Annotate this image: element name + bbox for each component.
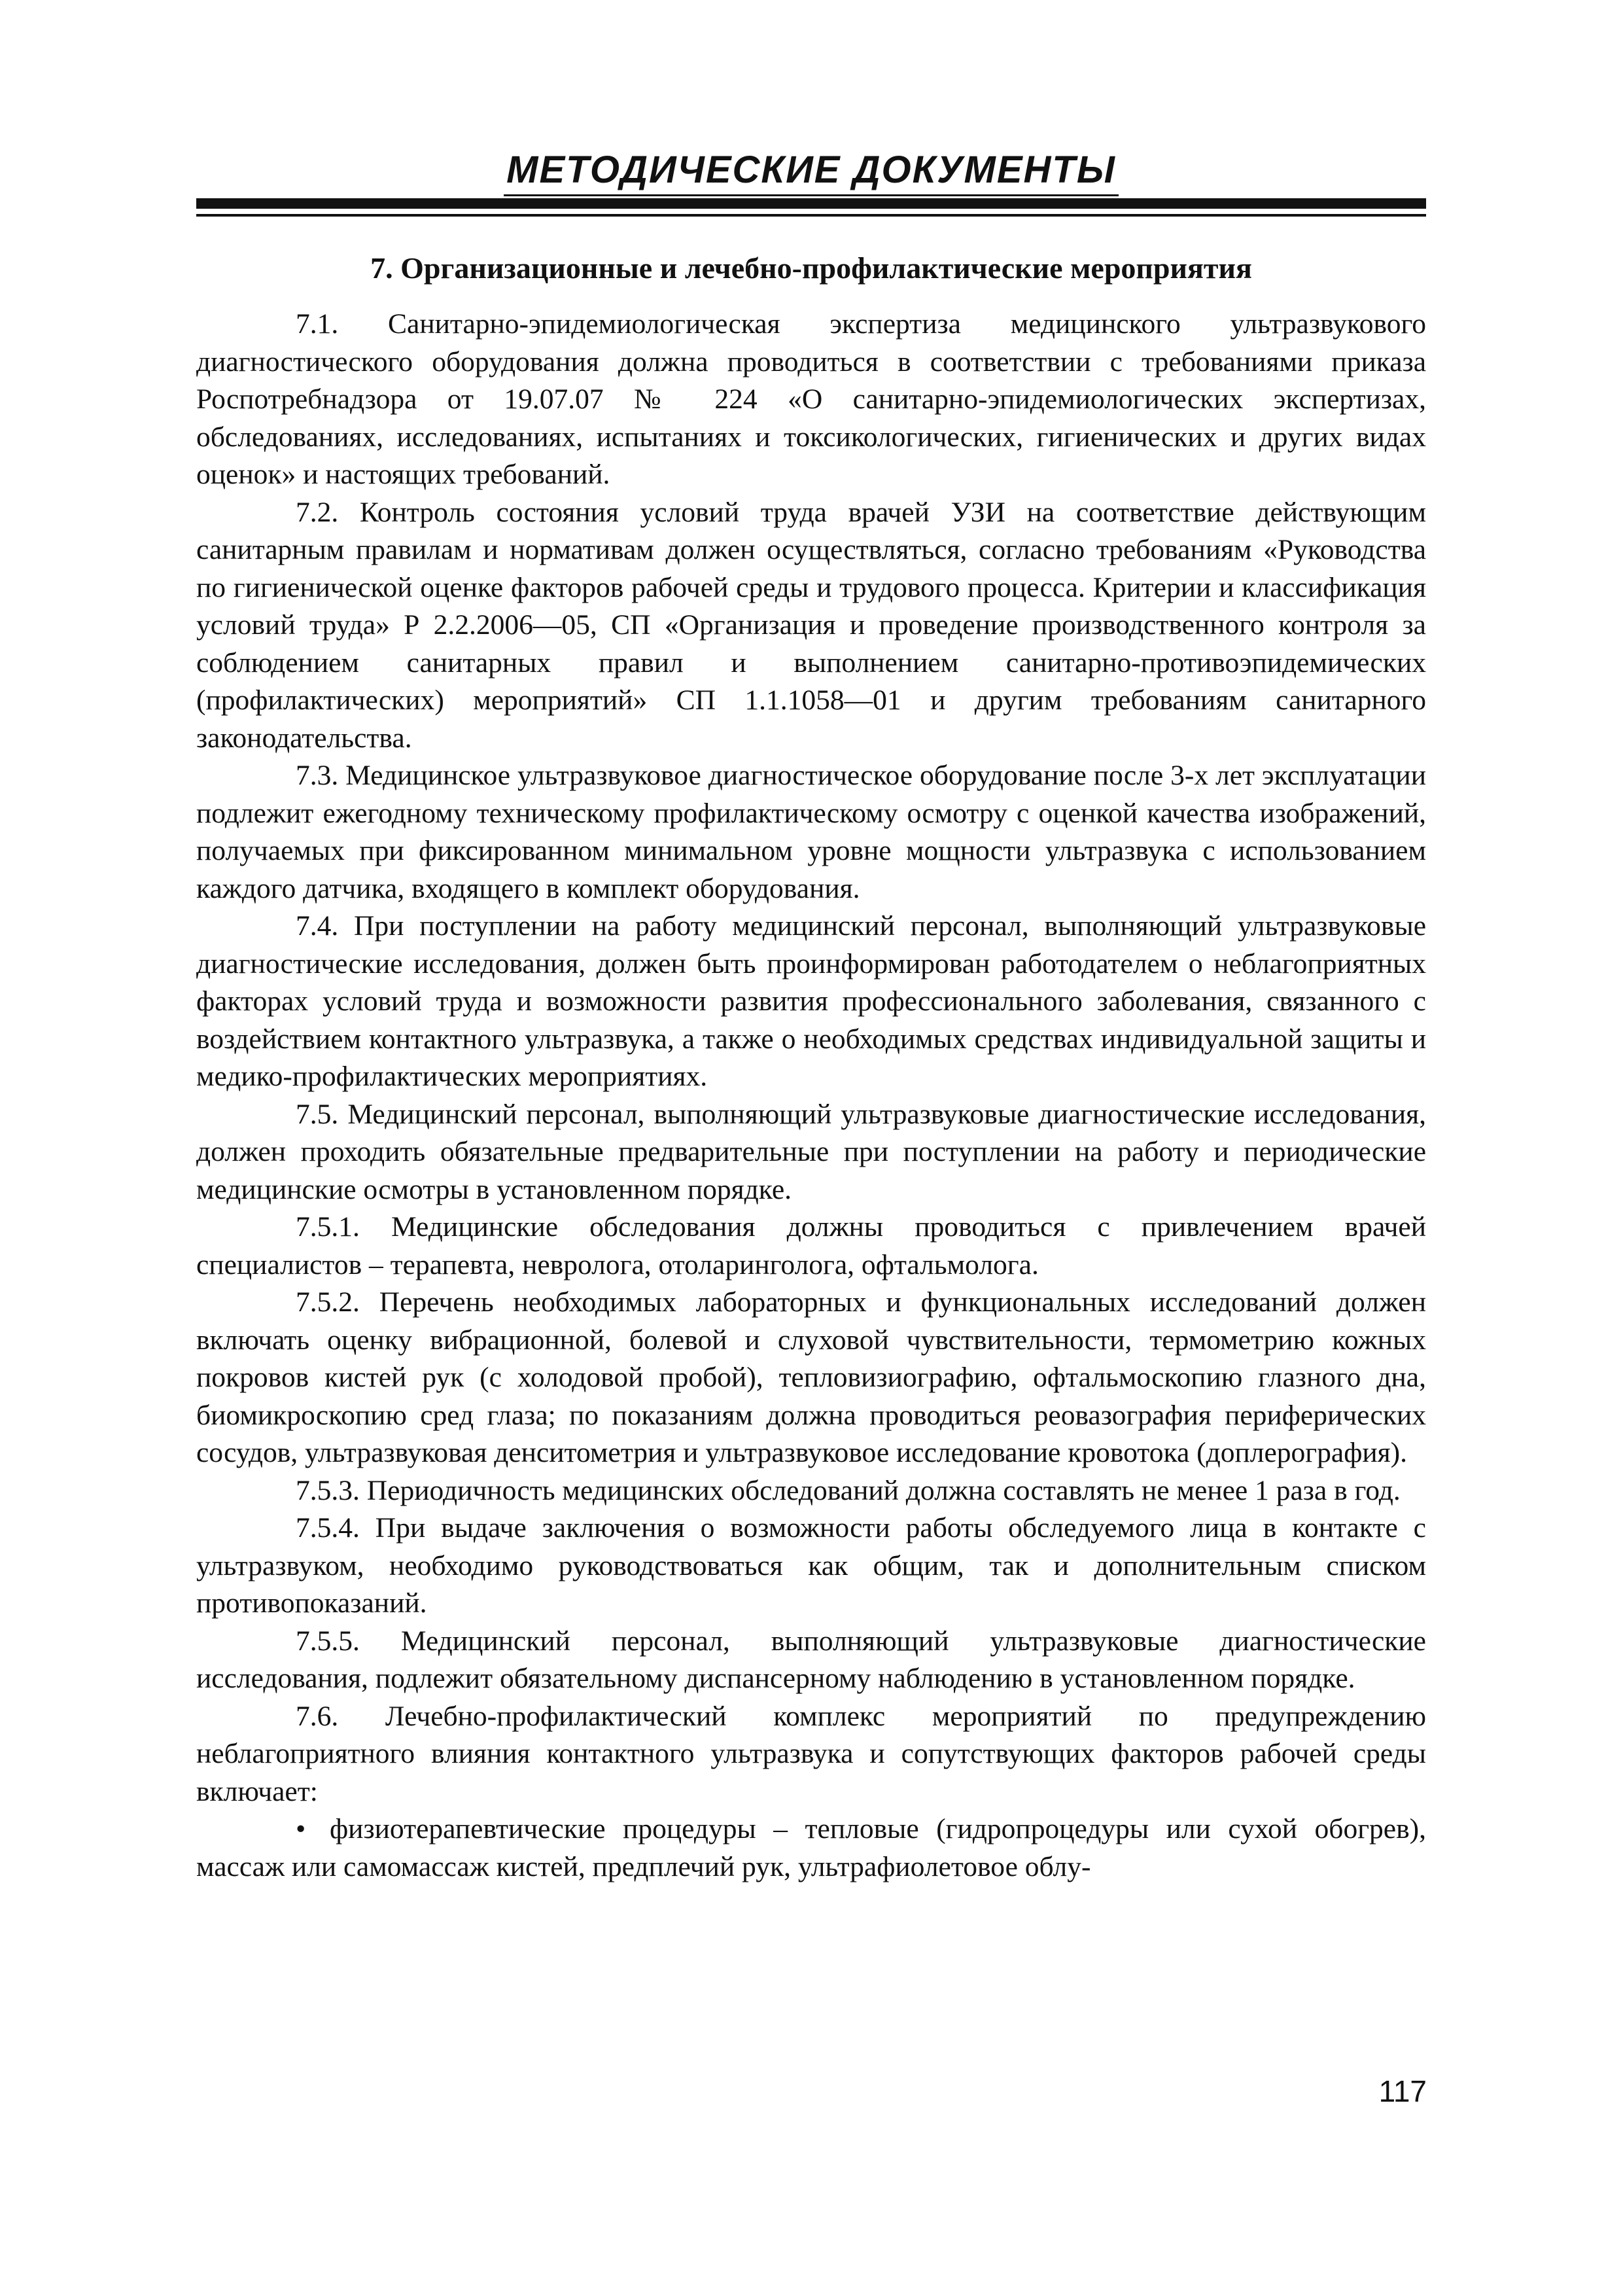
- page-body: [196, 245, 1426, 1886]
- header-rule-thin: [196, 214, 1426, 217]
- section-heading: 7. Организационные и лечебно-профилактические мероприятия: [370, 251, 1252, 285]
- header-rule-thick: [196, 198, 1426, 209]
- paragraph-7-6: 7.6. Лечебно-профилактический комплекс мероприятий по предупреждению неблагоприятного влияния контактного ультразвука и сопутствующих факторов рабочей среды включает:: [196, 1700, 1426, 1807]
- running-header-title: МЕТОДИЧЕСКИЕ ДОКУМЕНТЫ: [504, 147, 1119, 196]
- paragraph-7-5-3: 7.5.3. Периодичность медицинских обследований должна составлять не менее 1 раза в год.: [296, 1474, 1401, 1506]
- paragraph-7-5: 7.5. Медицинский персонал, выполняющий ультразвуковые диагностические исследования, должен проходить обязательные предварительные при поступлении на работу и периодические медицинские осмотры в установленном порядке.: [196, 1098, 1426, 1205]
- paragraph-7-5-2: 7.5.2. Перечень необходимых лабораторных и функциональных исследований должен включать оценку вибрационной, болевой и слуховой чувствительности, термометрию кожных покровов кистей рук (с холодовой пробой), тепловизиографию, офтальмоскопию глазного дна, биомикроскопию сред глаза; по показаниям должна проводиться реовазография периферических сосудов, ультразвуковая денситометрия и ультразвуковое исследование кровотока (доплерография).: [196, 1286, 1426, 1468]
- paragraph-7-3: 7.3. Медицинское ультразвуковое диагностическое оборудование после 3-х лет эксплуатации подлежит ежегодному техническому профилактическому осмотру с оценкой качества изображений, получаемых при фиксированном минимальном уровне мощности ультразвука с использованием каждого датчика, входящего в комплект оборудования.: [196, 760, 1426, 904]
- bullet-marker: •: [296, 1813, 306, 1845]
- paragraph-7-1: 7.1. Санитарно-эпидемиологическая экспертиза медицинского ультразвукового диагностического оборудования должна проводиться в соответствии с требованиями приказа Роспотребнадзора от 19.07.07 № 224 «О санитарно-эпидемиологических экспертизах, обследованиях, исследованиях, испытаниях и токсикологических, гигиенических и других видах оценок» и настоящих требований.: [196, 308, 1426, 490]
- bullet-list-item: [196, 1810, 1426, 1886]
- paragraph-7-4: 7.4. При поступлении на работу медицинский персонал, выполняющий ультразвуковые диагностические исследования, должен быть проинформирован работодателем о неблагоприятных факторах условий труда и возможности развития профессионального заболевания, связанного с воздействием контактного ультразвука, а также о необходимых средствах индивидуальной защиты и медико-профилактических мероприятиях.: [196, 910, 1426, 1092]
- paragraph-7-5-5: 7.5.5. Медицинский персонал, выполняющий ультразвуковые диагностические исследования, подлежит обязательному диспансерному наблюдению в установленном порядке.: [196, 1625, 1426, 1694]
- running-header: [196, 147, 1426, 196]
- paragraph-7-5-4: 7.5.4. При выдаче заключения о возможности работы обследуемого лица в контакте с ультразвуком, необходимо руководствоваться как общим, так и дополнительным списком противопоказаний.: [196, 1512, 1426, 1619]
- paragraph-7-2: 7.2. Контроль состояния условий труда врачей УЗИ на соответствие действующим санитарным правилам и нормативам должен осуществляться, согласно требованиям «Руководства по гигиенической оценке факторов рабочей среды и трудового процесса. Критерии и классификация условий труда» Р 2.2.2006—05, СП «Организация и проведение производственного контроля за соблюдением санитарных правил и выполнением санитарно-противоэпидемических (профилактических) мероприятий» СП 1.1.1058—01 и другим требованиям санитарного законодательства.: [196, 496, 1426, 754]
- bullet-text: физиотерапевтические процедуры – тепловые (гидропроцедуры или сухой обогрев), массаж или самомассаж кистей, предплечий рук, ультрафиолетовое облу-: [196, 1813, 1426, 1882]
- page-number: 117: [1378, 2074, 1427, 2108]
- paragraph-7-5-1: 7.5.1. Медицинские обследования должны проводиться с привлечением врачей специалистов – терапевта, невролога, отоларинголога, офтальмолога.: [196, 1211, 1426, 1280]
